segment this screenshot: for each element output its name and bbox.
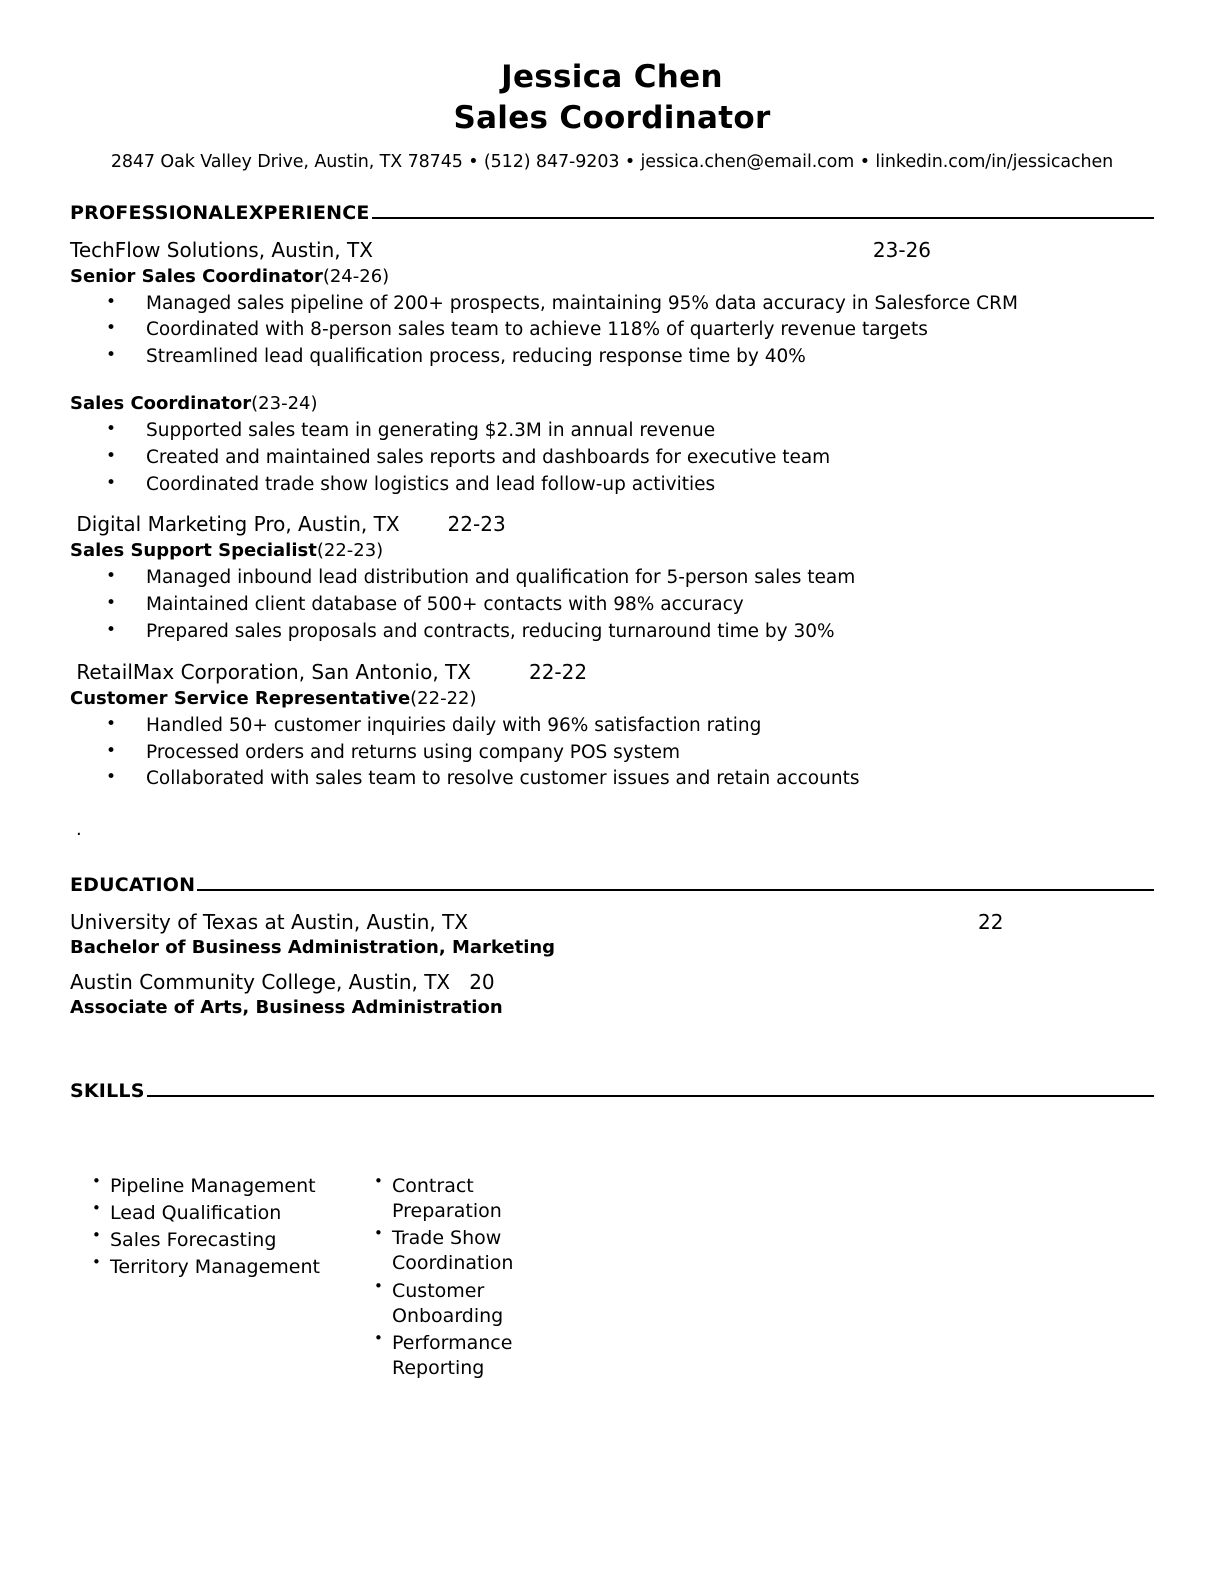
section-professional-experience bbox=[70, 202, 1154, 841]
skills-columns bbox=[70, 1174, 1154, 1383]
job-dates: 22-23 bbox=[447, 512, 506, 537]
job-role-years: (22-23) bbox=[316, 540, 384, 562]
section-heading-experience bbox=[70, 202, 1154, 224]
job-role-title: Senior Sales Coordinator bbox=[70, 265, 323, 287]
job-bullet: • Managed inbound lead distribution and qualification for 5-person sales team bbox=[70, 565, 1154, 592]
job-role-title: Customer Service Representative bbox=[70, 687, 411, 709]
job-bullet-list bbox=[70, 713, 1154, 793]
section-rule bbox=[372, 217, 1154, 219]
job-bullet: • Maintained client database of 500+ contacts with 98% accuracy bbox=[70, 592, 1154, 619]
job-company: RetailMax Corporation, San Antonio, TX bbox=[70, 659, 471, 684]
job-bullet: • Managed sales pipeline of 200+ prospects, maintaining 95% data accuracy in Salesforce CRM bbox=[70, 291, 1154, 318]
section-heading-skills-label: SKILLS bbox=[70, 1080, 145, 1103]
job-header bbox=[70, 512, 1154, 536]
section-education bbox=[70, 874, 1154, 1018]
job-entry bbox=[70, 660, 1154, 793]
skill-item: • Performance Reporting bbox=[370, 1331, 540, 1381]
job-bullet: • Supported sales team in generating $2.3M in annual revenue bbox=[70, 418, 1154, 445]
skill-item: • Trade Show Coordination bbox=[370, 1226, 540, 1276]
job-role-years: (22-22) bbox=[410, 687, 477, 709]
job-bullet: • Coordinated with 8-person sales team to achieve 118% of quarterly revenue targets bbox=[70, 317, 1154, 344]
job-role bbox=[70, 540, 1154, 561]
job-bullet: • Streamlined lead qualification process, reducing response time by 40% bbox=[70, 344, 1154, 371]
skill-item: • Sales Forecasting bbox=[88, 1228, 360, 1253]
job-header bbox=[70, 660, 1154, 684]
education-school: University of Texas at Austin, Austin, TX bbox=[70, 910, 469, 935]
job-bullet: • Processed orders and returns using company POS system bbox=[70, 740, 1154, 767]
education-degree-secondary: Associate of Arts, Business Administration bbox=[70, 997, 503, 1019]
job-dates: 22-22 bbox=[528, 659, 588, 684]
job-bullet: • Coordinated trade show logistics and lead follow-up activities bbox=[70, 472, 1154, 499]
section-heading-skills bbox=[70, 1080, 1154, 1102]
job-bullet: • Handled 50+ customer inquiries daily with 96% satisfaction rating bbox=[70, 713, 1154, 740]
section-skills bbox=[70, 1080, 1154, 1383]
contact-line: 2847 Oak Valley Drive, Austin, TX 78745 • (512) 847-9203 • jessica.chen@email.com • linkedin.com/in/jessicachen bbox=[110, 151, 1114, 172]
section-heading-education-label: EDUCATION bbox=[70, 874, 196, 897]
section-heading-experience-part1: PROFESSIONAL bbox=[70, 201, 236, 224]
job-company: Digital Marketing Pro, Austin, TX bbox=[70, 512, 400, 537]
job-company: TechFlow Solutions, Austin, TX bbox=[70, 237, 373, 262]
skills-column-1 bbox=[70, 1174, 360, 1383]
resume-header bbox=[70, 58, 1154, 172]
job-role-title: Sales Coordinator bbox=[70, 392, 252, 414]
job-bullet-list bbox=[70, 418, 1154, 498]
section-rule bbox=[147, 1095, 1154, 1097]
section-rule bbox=[197, 889, 1154, 891]
job-bullet-list bbox=[70, 291, 1154, 371]
candidate-name: Jessica Chen bbox=[501, 59, 723, 95]
job-bullet: • Created and maintained sales reports and dashboards for executive team bbox=[70, 445, 1154, 472]
education-date: 22 bbox=[978, 910, 1004, 935]
skill-item: • Customer Onboarding bbox=[370, 1279, 540, 1329]
skill-item: • Lead Qualification bbox=[88, 1201, 360, 1226]
education-school-secondary: Austin Community College, Austin, TX 20 bbox=[70, 970, 495, 995]
candidate-title: Sales Coordinator bbox=[453, 99, 771, 136]
job-role-title: Sales Support Specialist bbox=[70, 540, 317, 562]
job-role bbox=[70, 688, 1154, 709]
job-bullet: • Prepared sales proposals and contracts, reducing turnaround time by 30% bbox=[70, 619, 1154, 646]
job-role bbox=[70, 266, 1154, 287]
education-degree: Bachelor of Business Administration, Marketing bbox=[70, 937, 556, 959]
section-heading-experience-part2: EXPERIENCE bbox=[235, 201, 370, 224]
skills-list bbox=[88, 1174, 360, 1280]
job-role-years: (24-26) bbox=[322, 265, 390, 287]
job-dates: 23-26 bbox=[872, 237, 932, 262]
skill-item: • Territory Management bbox=[88, 1255, 360, 1280]
skills-column-2 bbox=[360, 1174, 540, 1383]
job-role bbox=[70, 393, 1154, 414]
skill-item: • Pipeline Management bbox=[88, 1174, 360, 1199]
job-bullet: • Collaborated with sales team to resolve customer issues and retain accounts bbox=[70, 766, 1154, 793]
job-header bbox=[70, 238, 1154, 262]
job-entry bbox=[70, 238, 1154, 499]
stray-period: . bbox=[76, 819, 82, 841]
skills-list bbox=[370, 1174, 540, 1381]
education-entry-header bbox=[70, 910, 1154, 934]
skill-item: • Contract Preparation bbox=[370, 1174, 540, 1224]
job-entry bbox=[70, 512, 1154, 645]
job-bullet-list bbox=[70, 565, 1154, 645]
section-heading-education bbox=[70, 874, 1154, 896]
job-role-years: (23-24) bbox=[251, 392, 318, 414]
